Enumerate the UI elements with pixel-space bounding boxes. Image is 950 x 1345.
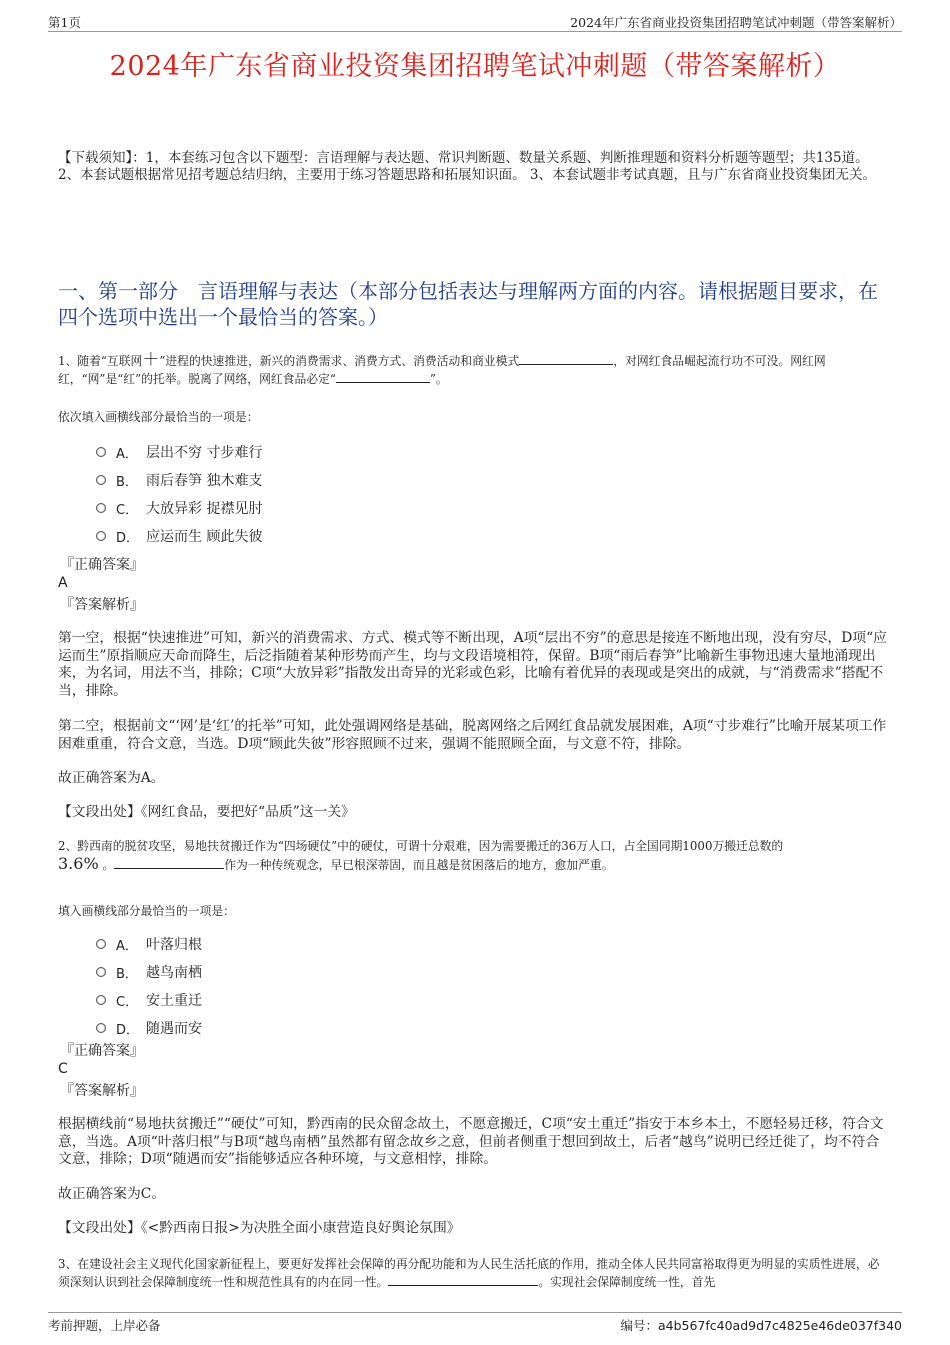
q2-option-b[interactable]: B． 越鸟南栖: [96, 958, 202, 986]
q2-text-a: 2、黔西南的脱贫攻坚，易地扶贫搬迁作为“四场硬仗”中的硬仗，可谓十分艰难，因为需要搬迁的36万人口，占全国同期1000万搬迁总数的: [58, 839, 784, 853]
page-header: [48, 13, 902, 32]
section-heading: 一、第一部分 言语理解与表达（本部分包括表达与理解两方面的内容。请根据题目要求，在四个选项中选出一个最恰当的答案。）: [58, 279, 878, 329]
q1-text-b: ”进程的快速推进，新兴的消费需求、消费方式、消费活动和商业模式: [159, 354, 520, 368]
q2-conclusion: 故正确答案为C。: [58, 1186, 166, 1202]
q1-option-c[interactable]: C． 大放异彩 捉襟见肘: [96, 494, 262, 522]
q1-options: [96, 438, 262, 550]
radio-icon[interactable]: [96, 531, 106, 541]
q1-option-b[interactable]: B． 雨后春笋 独木难支: [96, 466, 262, 494]
question-1-stem: [58, 352, 888, 388]
q2-answer: C: [58, 1061, 68, 1077]
q1-analysis-label: 『答案解析』: [60, 597, 144, 613]
q1-blank-1: [519, 352, 613, 365]
q1-analysis-1: 第一空，根据“快速推进”可知，新兴的消费需求、方式、模式等不断出现，A项“层出不穷”的意思是接连不断地出现，没有穷尽，D项“应运而生”原指顺应天命而降生，后泛指随着某种形势而产生，均与文段语境相符，保留。B项“雨后春笋”比喻新生事物迅速大量地涌现出来，为名词，用法不当，排除；C项“大放异彩”指散发出奇异的光彩或色彩，比喻有着优异的表现或是突出的成就，与“消费需求”搭配不当，排除。: [58, 630, 887, 699]
question-3-stem: [58, 1256, 888, 1291]
q2-text-b: 。: [102, 858, 115, 872]
header-doc-title: 2024年广东省商业投资集团招聘笔试冲刺题（带答案解析）: [570, 15, 902, 30]
q3-text-a: 3、在建设社会主义现代化国家新征程上，要更好发挥社会保障的再分配功能和为人民生活托底的作用，推动全体人民共同富裕取得更为明显的实质性进展，必须深刻认识到社会保障制度统一性和规范性具有的内在同一性。: [58, 1257, 880, 1289]
q2-analysis-1: 根据横线前“易地扶贫搬迁”“硬仗”可知，黔西南的民众留念故土，不愿意搬迁，C项“安土重迁”指安于本乡本土，不愿轻易迁移，符合文意，当选。A项“叶落归根”与B项“越鸟南栖”虽然都有留念故乡之意，但前者侧重于想回到故土，后者“越鸟”说明已经迁徙了，均不符合文意，排除；D项“随遇而安”指能够适应各种环境，与文意相悖，排除。: [58, 1116, 884, 1167]
q1-analysis-2: 第二空，根据前文“‘网’是‘红’的托举”可知，此处强调网络是基础，脱离网络之后网红食品就发展困难，A项“寸步难行”比喻开展某项工作困难重重，符合文意，当选。D项“顾此失彼”形容照顾不过来，强调不能照顾全面，与文意不符，排除。: [58, 718, 887, 752]
q2-blank: [114, 856, 224, 869]
q1-text-c: ，对网红食品崛起流行功不可没。网红网红，“网”是“红”的托举。脱离了网络，网红食品必定“: [58, 354, 826, 386]
question-2-stem: [58, 838, 888, 874]
page-footer: [48, 1312, 902, 1334]
q1-source: 【文段出处】《网红食品，要把好“品质”这一关》: [58, 804, 355, 820]
document-title: 2024年广东省商业投资集团招聘笔试冲刺题（带答案解析）: [109, 51, 841, 82]
q3-blank: [388, 1273, 538, 1286]
q2-options: [96, 930, 202, 1042]
q1-option-a[interactable]: A． 层出不穷 寸步难行: [96, 438, 262, 466]
radio-icon[interactable]: [96, 967, 106, 977]
q2-percent: 3.6%: [58, 854, 99, 873]
q2-instruction: 填入画横线部分最恰当的一项是：: [58, 904, 235, 918]
q2-option-d[interactable]: D． 随遇而安: [96, 1014, 202, 1042]
footer-slogan: 考前押题，上岸必备: [48, 1318, 161, 1333]
radio-icon[interactable]: [96, 995, 106, 1005]
radio-icon[interactable]: [96, 447, 106, 457]
q1-text-d: ”。: [429, 372, 448, 386]
radio-icon[interactable]: [96, 939, 106, 949]
q2-source: 【文段出处】《<黔西南日报>为决胜全面小康营造良好舆论氛围》: [58, 1220, 461, 1236]
radio-icon[interactable]: [96, 503, 106, 513]
q1-answer: A: [58, 575, 68, 591]
q2-text-c: 作为一种传统观念，早已根深蒂固，而且越是贫困落后的地方，愈加严重。: [224, 858, 614, 872]
q2-option-a[interactable]: A． 叶落归根: [96, 930, 202, 958]
q2-answer-label: 『正确答案』: [60, 1043, 144, 1059]
q3-text-b: 。实现社会保障制度统一性，首先: [538, 1275, 716, 1289]
q1-instruction: 依次填入画横线部分最恰当的一项是：: [58, 410, 259, 424]
q1-option-d[interactable]: D． 应运而生 顾此失彼: [96, 522, 262, 550]
q2-analysis-label: 『答案解析』: [60, 1083, 144, 1099]
radio-icon[interactable]: [96, 1023, 106, 1033]
q1-blank-2: [336, 370, 430, 383]
radio-icon[interactable]: [96, 475, 106, 485]
q1-plus-sign: ＋: [142, 350, 160, 370]
download-notice: 【下载须知】：1，本套练习包含以下题型：言语理解与表达题、常识判断题、数量关系题、判断推理题和资料分析题等题型；共135道。 2、本套试题根据常见招考题总结归纳，主要用于练习答题思路和拓展知识面。 3、本套试题非考试真题，且与广东省商业投资集团无关。: [58, 150, 876, 183]
footer-doc-id: 编号：a4b567fc40ad9d7c4825e46de037f340: [620, 1318, 902, 1333]
q2-option-c[interactable]: C． 安土重迁: [96, 986, 202, 1014]
q1-answer-label: 『正确答案』: [60, 557, 144, 573]
page-number: 第1页: [48, 15, 81, 30]
q1-conclusion: 故正确答案为A。: [58, 770, 165, 786]
q1-text-a: 1、随着“互联网: [58, 354, 143, 368]
